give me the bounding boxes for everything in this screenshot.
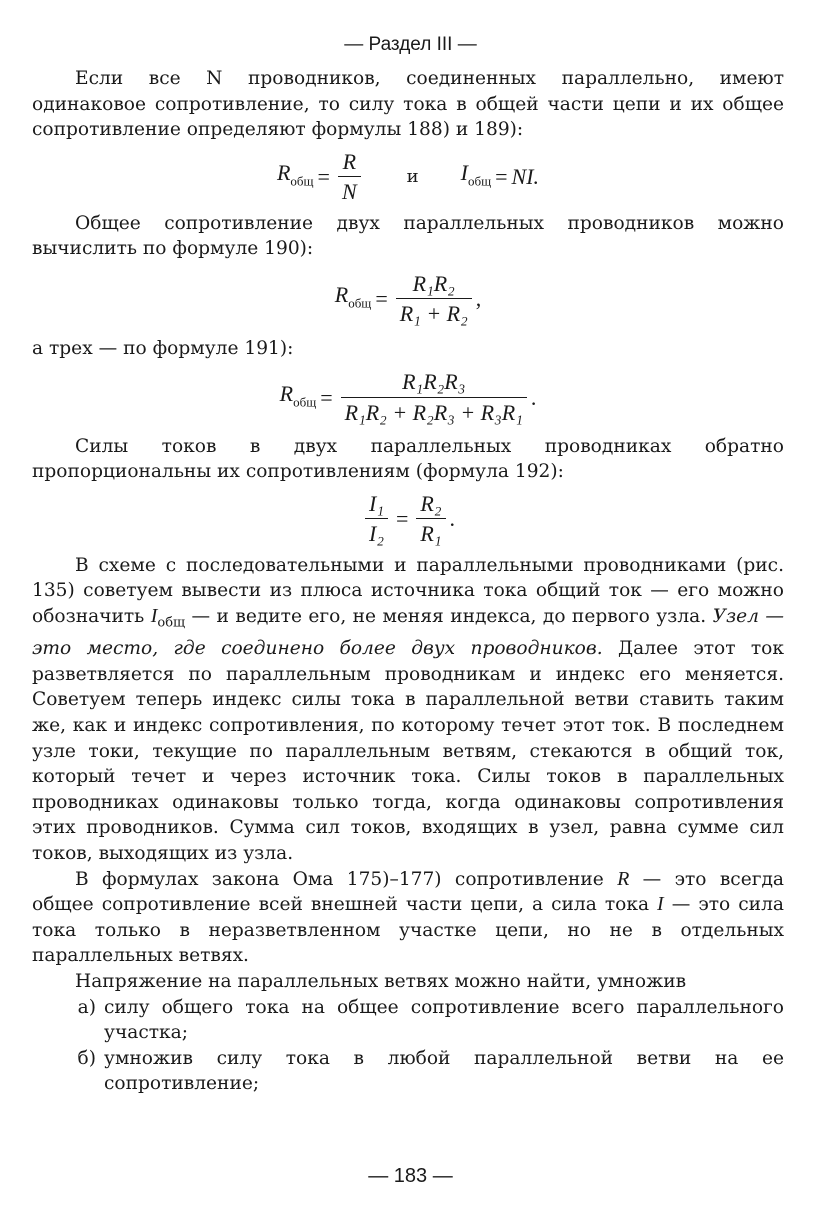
list [32,995,784,1097]
formula-191: $R_{общ}$ = $\frac{\text{R₁R₂R₃}}{\text{R₁R₂ + R₂R₃ + R₃R₁}}$ . [279,369,537,426]
paragraph-4: Силы токов в двух параллельных проводниках обратно пропорциональны их сопротивлениям (формула 192): [32,435,784,483]
running-header: — Раздел III — [344,34,477,55]
formula-188-189: $R_{общ}$ = $\frac{R}{N}$ и $I_{общ}$ = NI. [276,148,540,205]
fraction: $\frac{\text{R₁R₂R₃}}{\text{R₁R₂ + R₂R₃ + R₃R₁}}$ [341,369,527,425]
fraction-resistances: $\frac{\text{R₂}}{\text{R₁}}$ [416,491,445,547]
fraction: $\frac{R}{N}$ [338,149,361,205]
paragraph-5: В схеме с последовательными и параллельными проводниками (рис. 135) советуем вывести из плюса источника тока общий ток — его можно обозначить $I_{общ}$ — и ведите его, не меняя индекса, до первого узла. Узел — это место, где соединено более двух проводников. Далее этот ток разветвляется по параллельным проводникам и индекс его меняется. Советуем теперь индекс силы тока в параллельной ветви ставить таким же, как и индекс сопротивления, по которому течет этот ток. В последнем узле токи, текущие по параллельным ветвям, стекаются в общий ток, который течет и через источник тока. Силы токов в параллельных проводниках одинаковы только тогда, когда одинаковы сопротивления этих проводников. Сумма сил токов, входящих в узел, равна сумме сил токов, выходящих из узла. [32,554,784,864]
page-number: — 183 — [368,1165,453,1187]
formula-lhs-2: $I_{общ}$ [460,159,492,189]
paragraph-6: В формулах закона Ома 175)–177) сопротивление R — это всегда общее сопротивление всей внешней части цепи, а сила тока I — это сила тока только в неразветвленном участке цепи, но не в отдельных параллельных ветвях. [32,867,784,967]
paragraph-3: а трех — по формуле 191): [32,337,294,359]
formula-190: $R_{общ}$ = $\frac{\text{R₁R₂}}{\text{R₁ + R₂}}$ , [334,270,482,327]
formula-lhs: $R_{общ}$ [276,159,314,189]
paragraph-7: Напряжение на параллельных ветвях можно найти, умножив [75,970,687,992]
list-item: б) умножив силу тока в любой параллельной ветви на ее сопротивление; [77,1047,784,1095]
page-content [32,66,784,1097]
formula-192: $\frac{\text{I₁}}{\text{I₂}}$ = $\frac{\text{R₂}}{\text{R₁}}$ . [32,485,784,553]
fraction-currents: $\frac{\text{I₁}}{\text{I₂}}$ [365,491,388,547]
paragraph-1: Если все N проводников, соединенных параллельно, имеют одинаковое сопротивление, то силу тока в общей части цепи и их общее сопротивление определяют формулы 188) и 189): [32,68,784,141]
fraction: $\frac{\text{R₁R₂}}{\text{R₁ + R₂}}$ [396,271,472,327]
list-item: а) силу общего тока на общее сопротивление всего параллельного участка; [77,996,784,1044]
paragraph-2: Общее сопротивление двух параллельных проводников можно вычислить по формуле 190): [32,212,784,260]
